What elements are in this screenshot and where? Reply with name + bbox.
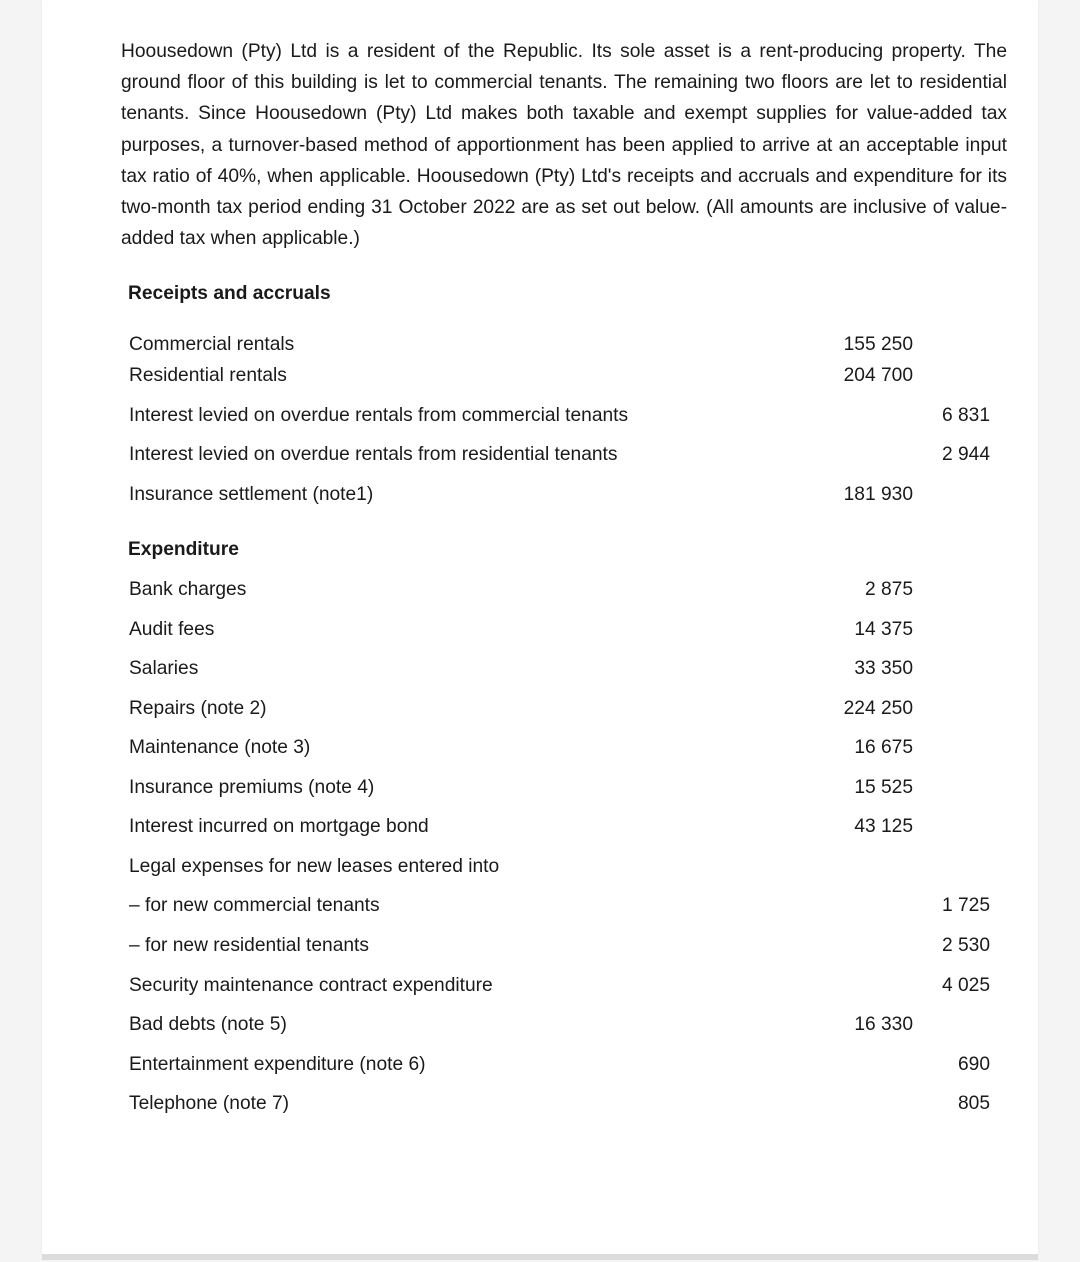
table-row xyxy=(42,334,1038,358)
row-label: Residential rentals xyxy=(129,365,287,386)
row-label: Audit fees xyxy=(129,619,215,640)
row-amount: 16 330 xyxy=(854,1014,913,1035)
page-bottom-edge xyxy=(42,1254,1038,1260)
row-amount-right: 2 530 xyxy=(941,935,990,956)
row-label: Interest incurred on mortgage bond xyxy=(129,816,429,837)
row-amount-right: 6 831 xyxy=(941,405,990,426)
row-amount: 2 875 xyxy=(864,579,913,600)
row-amount: 204 700 xyxy=(843,365,913,386)
table-row xyxy=(42,658,1038,682)
row-label: Repairs (note 2) xyxy=(129,698,267,719)
row-amount-right: 1 725 xyxy=(941,895,990,916)
row-label: Interest levied on overdue rentals from residential tenants xyxy=(129,444,618,465)
row-label: – for new residential tenants xyxy=(129,935,369,956)
row-label: Bank charges xyxy=(129,579,247,600)
row-amount: 155 250 xyxy=(843,334,913,355)
row-label: Interest levied on overdue rentals from commercial tenants xyxy=(129,405,629,426)
row-label: Insurance settlement (note1) xyxy=(129,484,374,505)
row-amount: 14 375 xyxy=(854,619,913,640)
table-row xyxy=(42,1054,1038,1078)
table-row xyxy=(42,816,1038,840)
table-row xyxy=(42,698,1038,722)
table-row xyxy=(42,777,1038,801)
row-label: Commercial rentals xyxy=(129,334,295,355)
table-row xyxy=(42,579,1038,603)
row-label: Maintenance (note 3) xyxy=(129,737,311,758)
table-row xyxy=(42,444,1038,468)
row-label: Salaries xyxy=(129,658,199,679)
row-label: Entertainment expenditure (note 6) xyxy=(129,1054,426,1075)
row-amount-right: 805 xyxy=(957,1093,990,1114)
table-row xyxy=(42,935,1038,959)
intro-paragraph: Hoousedown (Pty) Ltd is a resident of the Republic. Its sole asset is a rent-producing property. The ground floor of this building is let to commercial tenants. The remaining two floors are let to residential tenants. Since Hoousedown (Pty) Ltd makes both taxable and exempt supplies for value-added tax purposes, a turnover-based method of apportionment has been applied to arrive at an acceptable input tax ratio of 40%, when applicable. Hoousedown (Pty) Ltd's receipts and accruals and expenditure for its two-month tax period ending 31 October 2022 are as set out below. (All amounts are inclusive of value-added tax when applicable.) xyxy=(121,41,1007,250)
row-label: Security maintenance contract expenditure xyxy=(129,975,493,996)
table-row xyxy=(42,484,1038,508)
table-row xyxy=(42,895,1038,919)
table-row xyxy=(42,1093,1038,1117)
expenditure-heading: Expenditure xyxy=(128,539,239,560)
table-row xyxy=(42,619,1038,643)
row-amount: 181 930 xyxy=(843,484,913,505)
row-amount-right: 4 025 xyxy=(941,975,990,996)
receipts-heading: Receipts and accruals xyxy=(128,283,331,304)
row-amount: 15 525 xyxy=(854,777,913,798)
table-row xyxy=(42,365,1038,389)
row-label: Legal expenses for new leases entered into xyxy=(129,856,500,877)
row-amount: 33 350 xyxy=(854,658,913,679)
row-amount: 43 125 xyxy=(854,816,913,837)
table-row xyxy=(42,1014,1038,1038)
table-row xyxy=(42,405,1038,429)
row-label: Insurance premiums (note 4) xyxy=(129,777,375,798)
row-amount-right: 690 xyxy=(957,1054,990,1075)
table-row xyxy=(42,737,1038,761)
row-label: Bad debts (note 5) xyxy=(129,1014,287,1035)
row-label: Telephone (note 7) xyxy=(129,1093,290,1114)
row-label: – for new commercial tenants xyxy=(129,895,380,916)
document-page xyxy=(42,0,1038,1254)
row-amount-right: 2 944 xyxy=(941,444,990,465)
row-amount: 16 675 xyxy=(854,737,913,758)
row-amount: 224 250 xyxy=(843,698,913,719)
table-row xyxy=(42,856,1038,880)
table-row xyxy=(42,975,1038,999)
